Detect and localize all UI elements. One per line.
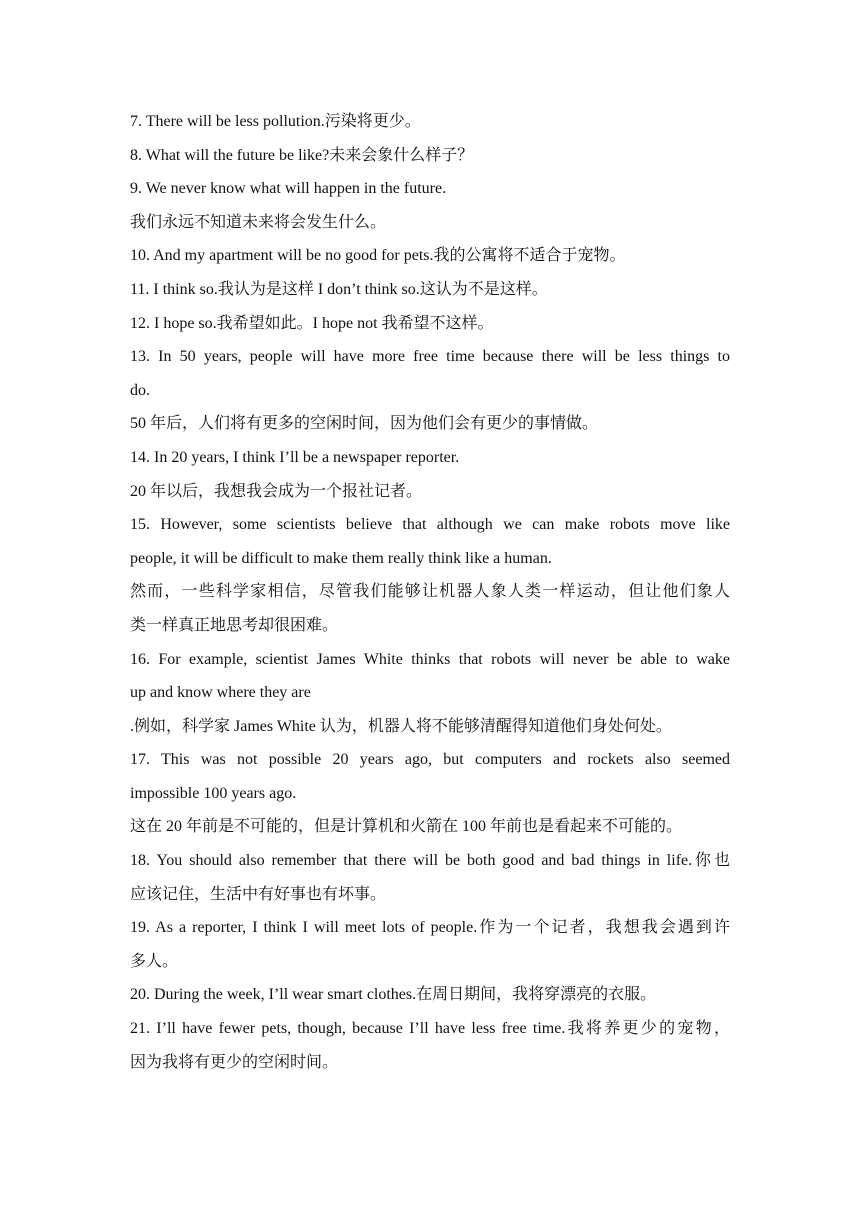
sentence-14-english: 14. In 20 years, I think I’ll be a newspaper reporter. [130, 448, 460, 466]
sentence-13-english-line-1: 13. In 50 years, people will have more free time because there will be less things to [130, 348, 730, 366]
sentence-16-english-line-1: 16. For example, scientist James White thinks that robots will never be able to wake [130, 650, 730, 668]
sentence-16-english-line-2: up and know where they are [130, 684, 311, 702]
sentence-15-chinese-line-1: 然而，一些科学家相信，尽管我们能够让机器人象人类一样运动，但让他们象人 [130, 583, 730, 601]
sentence-21-line-2: 因为我将有更少的空闲时间。 [130, 1053, 339, 1071]
sentence-17-english-line-2: impossible 100 years ago. [130, 784, 297, 802]
sentence-17-chinese: 这在 20 年前是不可能的，但是计算机和火箭在 100 年前也是看起来不可能的。 [130, 818, 683, 836]
sentence-9-english: 9. We never know what will happen in the future. [130, 180, 447, 198]
sentence-15-english-line-1: 15. However, some scientists believe that although we can make robots move like [130, 516, 730, 534]
sentence-11: 11. I think so.我认为是这样 I don’t think so.这认为不是这样。 [130, 280, 548, 298]
sentence-20: 20. During the week, I’ll wear smart clothes.在周日期间，我将穿漂亮的衣服。 [130, 986, 657, 1004]
sentence-15-chinese-line-2: 类一样真正地思考却很困难。 [130, 616, 339, 634]
sentence-8: 8. What will the future be like?未来会象什么样子？ [130, 146, 474, 164]
sentence-14-chinese: 20 年以后，我想我会成为一个报社记者。 [130, 482, 423, 500]
sentence-10: 10. And my apartment will be no good for pets.我的公寓将不适合于宠物。 [130, 247, 626, 265]
sentence-9-chinese: 我们永远不知道未来将会发生什么。 [130, 213, 387, 231]
sentence-19-line-2: 多人。 [130, 952, 179, 970]
sentence-7: 7. There will be less pollution.污染将更少。 [130, 113, 421, 130]
sentence-13-chinese: 50 年后，人们将有更多的空闲时间，因为他们会有更少的事情做。 [130, 415, 599, 433]
sentence-18-line-2: 应该记住，生活中有好事也有坏事。 [130, 885, 387, 903]
sentence-15-english-line-2: people, it will be difficult to make them really think like a human. [130, 549, 552, 567]
sentence-13-english-line-2: do. [130, 381, 150, 399]
sentence-18-line-1: 18. You should also remember that there will be both good and bad things in life.你也 [130, 852, 730, 870]
document-body [130, 105, 730, 1079]
sentence-19-line-1: 19. As a reporter, I think I will meet lots of people.作为一个记者，我想我会遇到许 [130, 919, 730, 937]
sentence-21-line-1: 21. I’ll have fewer pets, though, because I’ll have less free time.我将养更少的宠物， [130, 1020, 730, 1038]
sentence-16-chinese: .例如，科学家 James White 认为，机器人将不能够清醒得知道他们身处何处。 [130, 717, 672, 735]
sentence-17-english-line-1: 17. This was not possible 20 years ago, but computers and rockets also seemed [130, 751, 730, 769]
sentence-12: 12. I hope so.我希望如此。I hope not 我希望不这样。 [130, 314, 494, 332]
